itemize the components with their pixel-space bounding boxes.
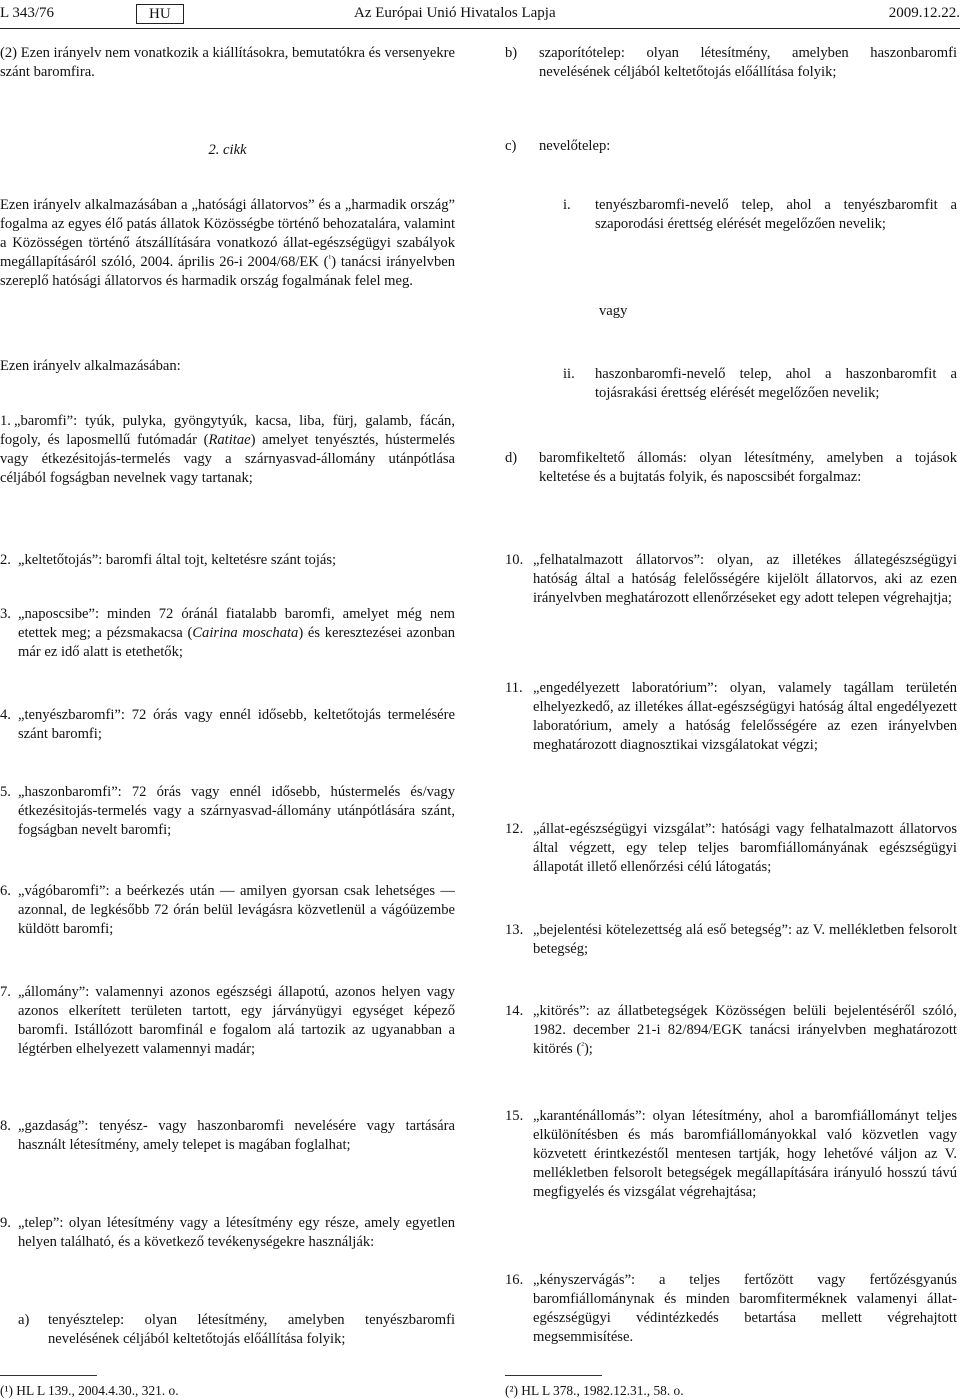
definition-text: „telep”: olyan létesítmény vagy a létesítmény egy része, amely egyetlen helyen található, és a következő tevékenységekre használják: <box>18 1215 455 1250</box>
page-reference: L 343/76 <box>0 5 55 21</box>
definition-text: „állat-egészségügyi vizsgálat”: hatósági vagy felhatalmazott állatorvos által végzett, egy telep teljes baromfiállományának egészségügyi állapotát illető ellenőrzési célú látogatás; <box>533 821 957 875</box>
footnote-rule <box>0 1375 97 1376</box>
definition-text: „állomány”: valamennyi azonos egészségi állapotú, azonos helyen vagy azonos elkerített területen tartott, egy járványügyi egységet képező baromfi. Istállózott baromfinál e fogalom alá tartozik az ugyanabban a légtérben elhelyezett valamennyi madár; <box>18 984 455 1057</box>
definition-item: 1. „baromfi”: tyúk, pulyka, gyöngytyúk, kacsa, liba, fürj, galamb, fácán, fogoly, és laposmellű futómadár (Ratitae) amelyet tenyésztés, hústermelés vagy étkezésitojás-termelés vagy a szárnyasvad-állomány utánpótlása céljából fogságban nevelnek vagy tartanak; <box>0 413 455 486</box>
definition-item: 7. „állomány”: valamennyi azonos egészségi állapotú, azonos helyen vagy azonos elkerített területen tartott, egy járványügyi egységet képező baromfi. Istállózott baromfinál e fogalom alá tartozik az ugyanabban a légtérben elhelyezett valamennyi madár; <box>0 984 455 1057</box>
footnote-rule <box>505 1375 602 1376</box>
definition-text: „vágóbaromfi”: a beérkezés után — amilyen gyorsan csak lehetséges — azonnal, de legkésőbb 72 órán belül levágásra közvetlenül a vágóüzembe küldött baromfi; <box>18 883 455 937</box>
header-rule <box>0 28 960 29</box>
article-intro: Ezen irányelv alkalmazásában a „hatósági állatorvos” és a „harmadik ország” fogalma az egyes élő patás állatok Közösségbe történő behozatalára, valamint a Közösségen történő átszállítására vonatkozó állat-egészségügyi szabályok megállapításáról szóló, 2004. április 26-i 2004/68/EK ($^{^1}$) tanácsi irányelvben szereplő hatósági állatorvos és harmadik ország fogalmának felel meg. <box>0 197 456 289</box>
paragraph-2: (2) Ezen irányelv nem vonatkozik a kiállításokra, bemutatókra és versenyekre szánt baromfira. <box>0 45 455 80</box>
article-heading: 2. cikk <box>208 142 247 158</box>
definition-item: 2. „keltetőtojás”: baromfi által tojt, keltetésre szánt tojás; <box>0 551 455 570</box>
definition-text: „felhatalmazott állatorvos”: olyan, az illetékes állategészségügyi hatóság által a hatóság felelősségére kijelölt állatorvos, aki az ezen irányelvben meghatározott ellenőrzéseket egy adott telepen végrehajtja; <box>533 552 957 606</box>
or-text: vagy <box>599 303 628 319</box>
definition-text: „gazdaság”: tenyész- vagy haszonbaromfi nevelésére vagy tartására használt létesítmény, amely telepet is magában foglalhat; <box>18 1118 455 1153</box>
publication-date: 2009.12.22. <box>888 5 960 21</box>
definition-item: 5. „haszonbaromfi”: 72 órás vagy ennél idősebb, hústermelés és/vagy étkezésitojás-termelés vagy a szárnyasvad-állomány utánpótlására szánt, fogságban nevelt baromfi; <box>0 784 455 838</box>
definition-item: 4. „tenyészbaromfi”: 72 órás vagy ennél idősebb, keltetőtojás termelésére szánt baromfi; <box>0 707 455 742</box>
definition-text: „kényszervágás”: a teljes fertőzött vagy fertőzésgyanús baromfiállománynak és minden baromfiterméknek valamenyi állat-egészségügyi védintézkedés betartása mellett végrehajtott megsemmisítése. <box>533 1272 957 1345</box>
definition-item: 14. „kitörés”: az állatbetegségek Közösségen belüli bejelentéséről szóló, 1982. december 21-i 82/894/EGK tanácsi irányelvben meghatározott kitörés ($^{^2}$); <box>505 1003 957 1057</box>
page-header <box>0 4 960 26</box>
definition-item: 15. „karanténállomás”: olyan létesítmény, ahol a baromfiállományt teljes elkülönítésben és más baromfiállományokkal való közvetlen vagy közvetett érintkezéstől mentesen tartják, hogy lehetővé váljon az V. mellékletben felsorolt betegségek megállapítására irányuló hosszú távú megfigyelés és vizsgálat végrehajtása; <box>505 1108 957 1200</box>
journal-title: Az Európai Unió Hivatalos Lapja <box>354 5 556 21</box>
definition-item: 10. „felhatalmazott állatorvos”: olyan, az illetékes állategészségügyi hatóság által a hatóság felelősségére kijelölt állatorvos, aki az ezen irányelvben meghatározott ellenőrzéseket egy adott telepen végrehajtja; <box>505 552 957 606</box>
sub-item-c: c) nevelőtelep: <box>505 138 611 154</box>
sub-item-d: d) baromfikeltető állomás: olyan létesítmény, amelyben a tojások keltetése és a bujtatás folyik, és naposcsibét forgalmaz: <box>505 450 957 485</box>
definition-text: „baromfi”: tyúk, pulyka, gyöngytyúk, kacsa, liba, fürj, galamb, fácán, fogoly, és laposmellű futómadár (Ratitae) amelyet tenyésztés, hústermelés vagy étkezésitojás-termelés vagy a szárnyasvad-állomány utánpótlása céljából fogságban nevelnek vagy tartanak; <box>0 413 455 486</box>
definition-item: 9. „telep”: olyan létesítmény vagy a létesítmény egy része, amely egyetlen helyen található, és a következő tevékenységekre használják: <box>0 1215 455 1250</box>
sub-item-ii: ii. haszonbaromfi-nevelő telep, ahol a haszonbaromfit a tojásrakási érettség elérését megelőzően nevelik; <box>563 366 957 401</box>
definition-text: „bejelentési kötelezettség alá eső betegség”: az V. mellékletben felsorolt betegség; <box>533 922 957 957</box>
definition-text: „engedélyezett laboratórium”: olyan, valamely tagállam területén elhelyezkedő, az illetékes állat-egészségügyi hatóság által engedélyezett laboratórium, amely a hatóság felelősségére az ezen irányelvben meghatározott diagnosztikai vizsgálatokat végzi; <box>533 680 957 753</box>
footnote-1: (¹) HL L 139., 2004.4.30., 321. o. <box>0 1383 179 1398</box>
sub-item-b: b) szaporítótelep: olyan létesítmény, amelyben haszonbaromfi nevelésének céljából keltetőtojás előállítása folyik; <box>505 45 957 80</box>
definition-text: „kitörés”: az állatbetegségek Közösségen belüli bejelentéséről szóló, 1982. december 21-i 82/894/EGK tanácsi irányelvben meghatározott kitörés ($^{^2}$); <box>533 1003 957 1057</box>
definition-text: „naposcsibe”: minden 72 óránál fiatalabb baromfi, amelyet még nem etettek meg; a pézsmakacsa (Cairina moschata) és keresztezései azonban már ez idő alatt is etethetők; <box>18 606 455 660</box>
definition-item: 16. „kényszervágás”: a teljes fertőzött vagy fertőzésgyanús baromfiállománynak és minden baromfiterméknek valamenyi állat-egészségügyi védintézkedés betartása mellett végrehajtott megsemmisítése. <box>505 1272 957 1345</box>
language-badge: HU <box>136 4 184 24</box>
definition-text: „karanténállomás”: olyan létesítmény, ahol a baromfiállományt teljes elkülönítésben és más baromfiállományokkal való közvetlen vagy közvetett érintkezéstől mentesen tartják, hogy lehetővé váljon az V. mellékletben felsorolt betegségek megállapítására irányuló hosszú távú megfigyelés és vizsgálat végrehajtása; <box>533 1108 957 1200</box>
definition-item: 11. „engedélyezett laboratórium”: olyan, valamely tagállam területén elhelyezkedő, az illetékes állat-egészségügyi hatóság által engedélyezett laboratórium, amely a hatóság felelősségére az ezen irányelvben meghatározott diagnosztikai vizsgálatokat végzi; <box>505 680 957 753</box>
sub-item-i: i. tenyészbaromfi-nevelő telep, ahol a tenyészbaromfit a szaporodási érettség elérését megelőzően nevelik; <box>563 197 957 232</box>
definition-item: 6. „vágóbaromfi”: a beérkezés után — amilyen gyorsan csak lehetséges — azonnal, de legkésőbb 72 órán belül levágásra közvetlenül a vágóüzembe küldött baromfi; <box>0 883 455 937</box>
footnote-2: (²) HL L 378., 1982.12.31., 58. o. <box>505 1383 684 1398</box>
applies-text: Ezen irányelv alkalmazásában: <box>0 358 181 374</box>
definition-text: „tenyészbaromfi”: 72 órás vagy ennél idősebb, keltetőtojás termelésére szánt baromfi; <box>18 707 455 742</box>
definition-item: 3. „naposcsibe”: minden 72 óránál fiatalabb baromfi, amelyet még nem etettek meg; a pézsmakacsa (Cairina moschata) és keresztezései azonban már ez idő alatt is etethetők; <box>0 606 455 660</box>
definition-text: „keltetőtojás”: baromfi által tojt, keltetésre szánt tojás; <box>18 552 337 568</box>
definition-text: „haszonbaromfi”: 72 órás vagy ennél idősebb, hústermelés és/vagy étkezésitojás-termelés vagy a szárnyasvad-állomány utánpótlására szánt, fogságban nevelt baromfi; <box>18 784 455 838</box>
definition-item: 8. „gazdaság”: tenyész- vagy haszonbaromfi nevelésére vagy tartására használt létesítmény, amely telepet is magában foglalhat; <box>0 1118 455 1153</box>
sub-item-a: a) tenyésztelep: olyan létesítmény, amelyben tenyészbaromfi nevelésének céljából keltetőtojás előállítása folyik; <box>18 1312 455 1347</box>
definition-item: 12. „állat-egészségügyi vizsgálat”: hatósági vagy felhatalmazott állatorvos által végzett, egy telep teljes baromfiállományának egészségügyi állapotát illető ellenőrzési célú látogatás; <box>505 821 957 875</box>
definition-item: 13. „bejelentési kötelezettség alá eső betegség”: az V. mellékletben felsorolt betegség; <box>505 922 957 957</box>
